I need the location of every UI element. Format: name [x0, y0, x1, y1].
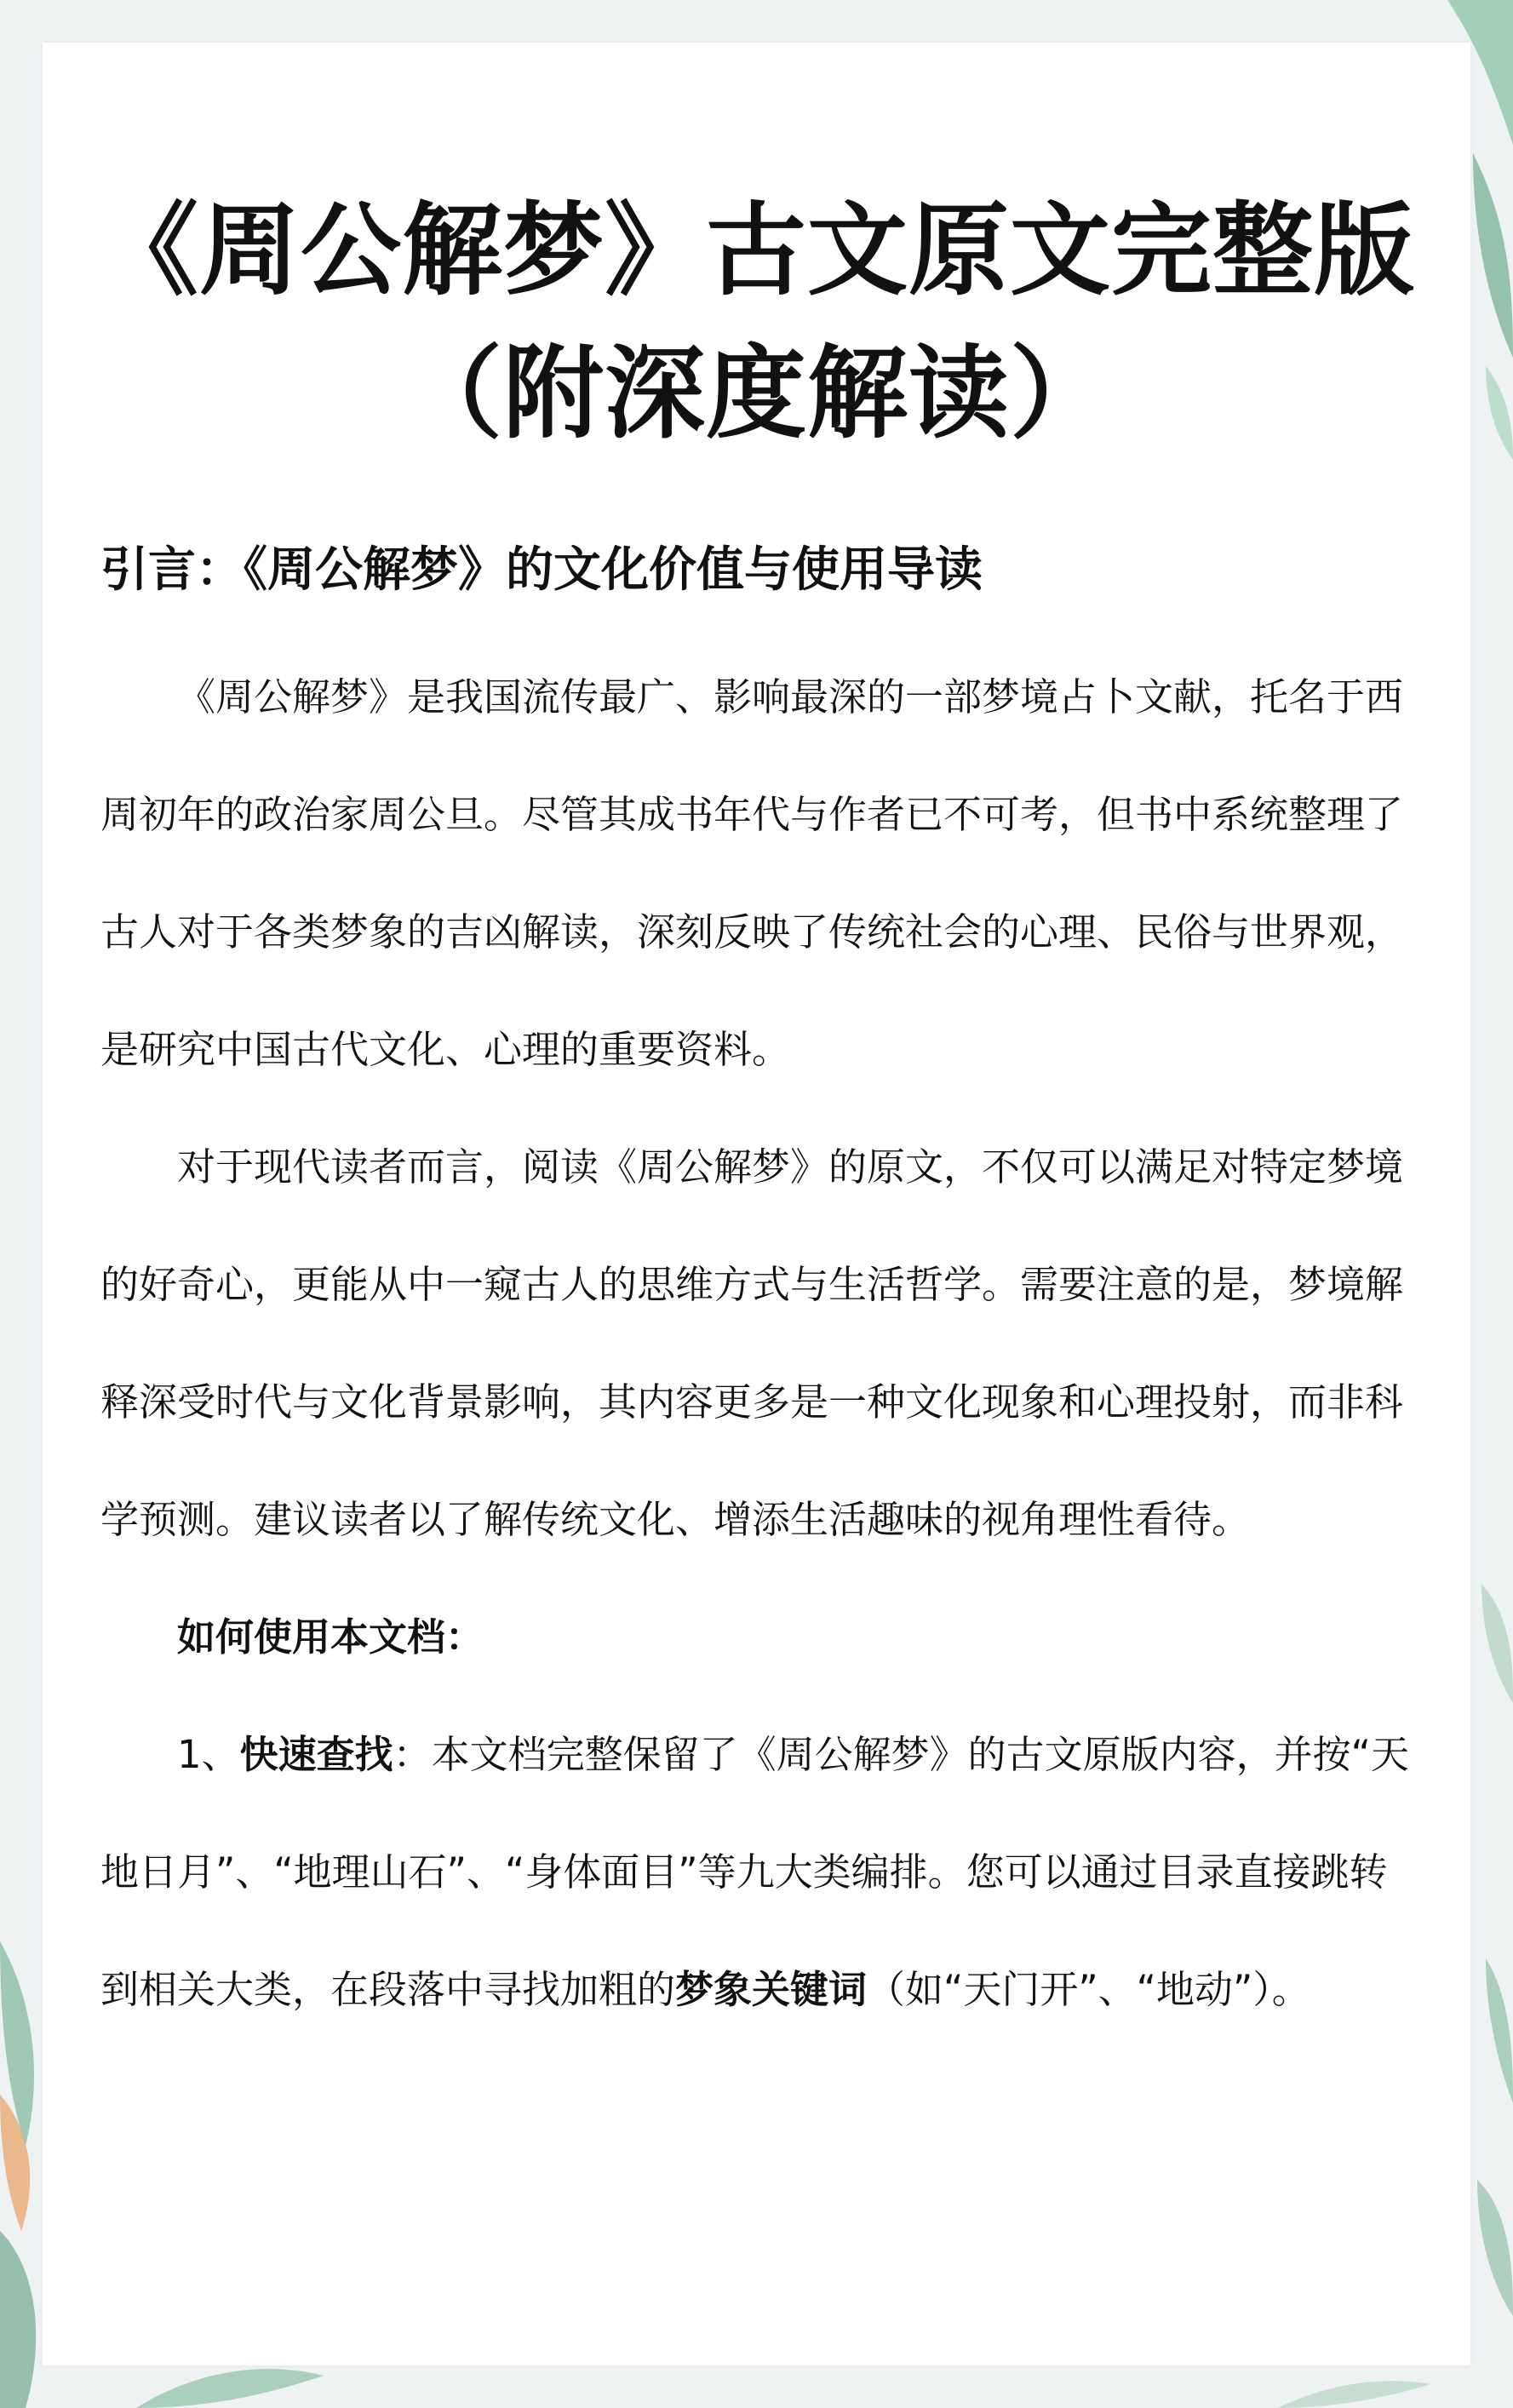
leaf-decoration-right-icon: [1477, 1584, 1513, 2316]
usage-item-1-title: 快速查找: [239, 1732, 393, 1777]
title-line-1: 《周公解梦》古文原文完整版: [97, 192, 1415, 309]
title-line-2: （附深度解读）: [401, 335, 1111, 452]
usage-item-1: [100, 1696, 1412, 2049]
usage-item-1-text-b: （如“天门开”、“地动”）。: [867, 1967, 1310, 2012]
how-to-use-heading: 如何使用本文档：: [177, 1614, 484, 1660]
intro-paragraph-2: 对于现代读者而言，阅读《周公解梦》的原文，不仅可以满足对特定梦境的好奇心，更能从中一窥古人的思维方式与生活哲学。需要注意的是，梦境解释深受时代与文化背景影响，其内容更多是一种文化现象和心理投射，而非科学预测。建议读者以了解传统文化、增添生活趣味的视角理性看待。: [100, 1144, 1404, 1542]
document-page: [43, 43, 1470, 2365]
usage-item-1-keyword: 梦象关键词: [675, 1967, 868, 2012]
leaf-decoration-bottom-left-icon: [0, 1941, 36, 2408]
document-body: [100, 639, 1412, 2049]
usage-item-1-number: 1、: [177, 1732, 240, 1777]
section-heading: 引言：《周公解梦》的文化价值与使用导读: [100, 542, 983, 598]
usage-item-1-text-a: ：本文档完整保留了《周公解梦》的古文原版内容，并按“天地日月”、“地理山石”、“身体面目”等九大类编排。您可以通过目录直接跳转到相关大类，在段落中寻找加粗的: [100, 1732, 1409, 2012]
intro-paragraph-1: 《周公解梦》是我国流传最广、影响最深的一部梦境占卜文献，托名于西周初年的政治家周公旦。尽管其成书年代与作者已不可考，但书中系统整理了古人对于各类梦象的吉凶解读，深刻反映了传统社会的心理、民俗与世界观，是研究中国古代文化、心理的重要资料。: [100, 674, 1404, 1072]
document-title: [43, 179, 1470, 465]
leaf-decoration-bottom-icon: [136, 2369, 1430, 2408]
